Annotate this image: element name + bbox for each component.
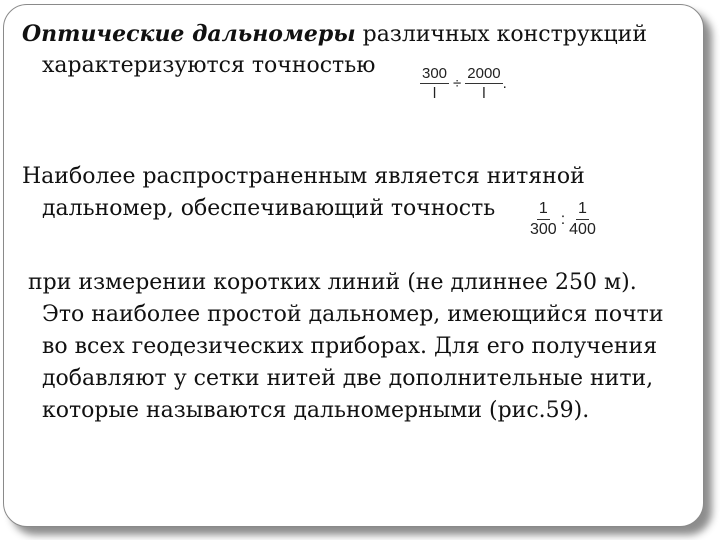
fraction-300-over-l: $\frac{300}{l}$ (422, 65, 448, 102)
term-optical-rangefinders: Оптические дальномеры (22, 21, 356, 47)
paragraph-3-line-4: добавляют у сетки нитей две дополнительные нити, (42, 366, 654, 391)
accuracy-formula-2 (530, 201, 596, 238)
paragraph-1-line-1 (22, 19, 647, 50)
fraction-2000-over-l: $\frac{2000}{l}$ (467, 65, 501, 102)
accuracy-formula-1 (420, 66, 507, 101)
paragraph-3-line-3: во всех геодезических приборах. Для его получения (42, 334, 658, 359)
slide-frame (3, 4, 704, 527)
formula-1-operator: ÷ (453, 75, 462, 92)
paragraph-1-line-2: характеризуются точностью (42, 53, 376, 78)
formula-2-operator: : (560, 210, 566, 228)
paragraph-2-line-2: дальномер, обеспечивающий точность (42, 196, 496, 221)
paragraph-3-line-1: при измерении коротких линий (не длиннее 250 м). (28, 270, 637, 295)
paragraph-3-line-5: которые называются дальномерными (рис.59). (42, 398, 590, 423)
fraction-1-over-400: $\frac{1}{400}$ (569, 200, 596, 238)
fraction-1-over-300: $\frac{1}{300}$ (530, 200, 557, 238)
paragraph-2-line-1: Наиболее распространенным является нитяной (22, 164, 585, 189)
formula-1-trail: . (502, 75, 507, 92)
paragraph-3-line-2: Это наиболее простой дальномер, имеющийся почти (42, 302, 664, 327)
paragraph-1-rest: различных конструкций (355, 22, 648, 47)
